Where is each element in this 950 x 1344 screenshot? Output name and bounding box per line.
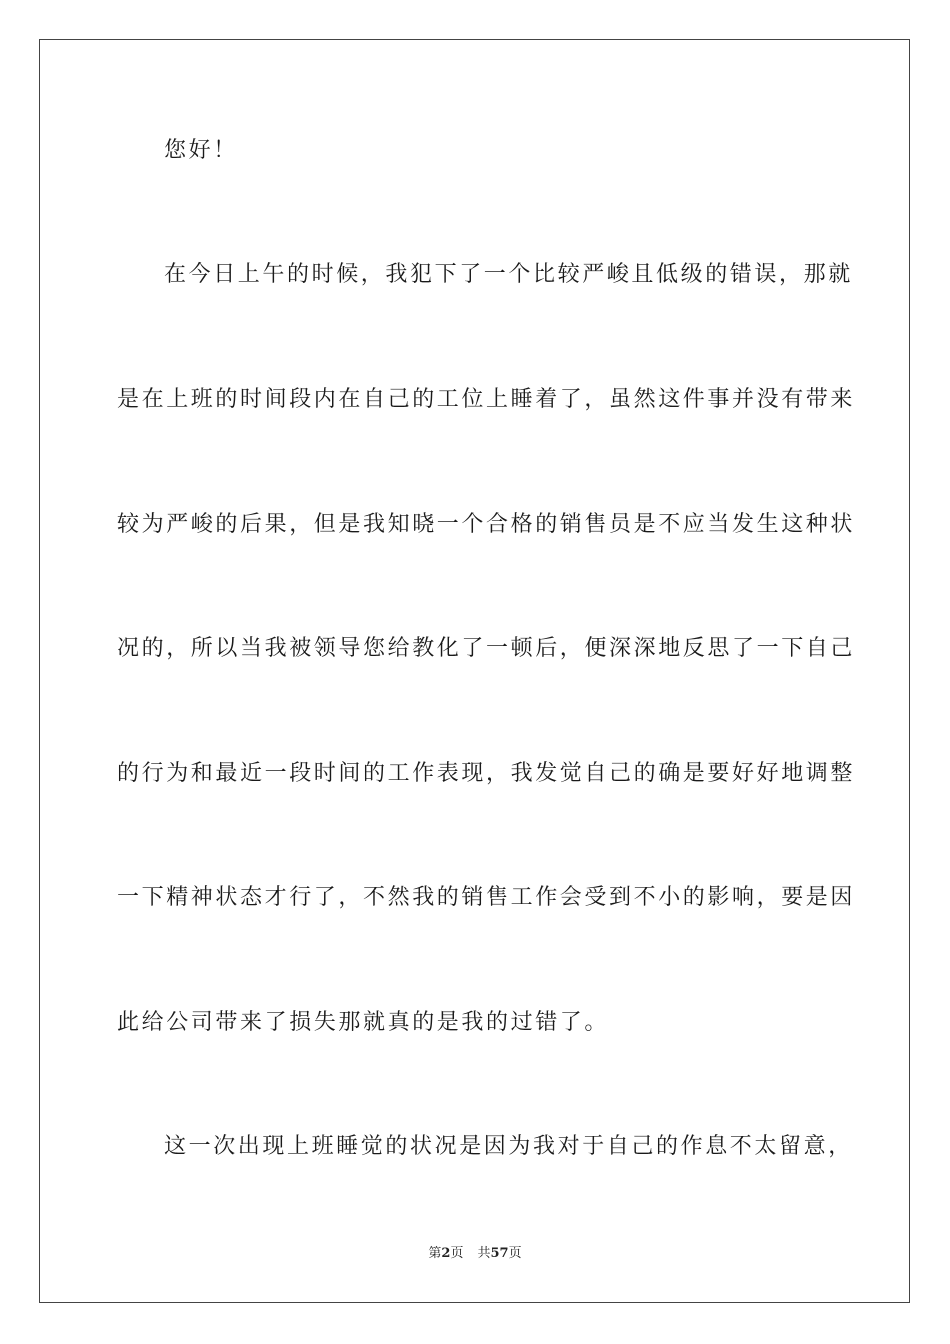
paragraph-1-line-3: 较为严峻的后果，但是我知晓一个合格的销售员是不应当发生这种状 bbox=[117, 512, 856, 537]
paragraph-1-line-7: 此给公司带来了损失那就真的是我的过错了。 bbox=[117, 1010, 610, 1035]
total-pages: 57 bbox=[490, 1246, 509, 1261]
greeting: 您好！ bbox=[164, 138, 238, 163]
page-footer bbox=[0, 1245, 950, 1263]
total-prefix: 共 bbox=[477, 1246, 491, 1261]
page-prefix: 第 bbox=[428, 1246, 442, 1261]
paragraph-1-line-4: 况的，所以当我被领导您给教化了一顿后，便深深地反思了一下自己 bbox=[117, 636, 856, 661]
paragraph-1-line-2: 是在上班的时间段内在自己的工位上睡着了，虽然这件事并没有带来 bbox=[117, 387, 856, 412]
paragraph-2-line-1: 这一次出现上班睡觉的状况是因为我对于自己的作息不太留意， bbox=[164, 1134, 853, 1159]
page-suffix: 页 bbox=[450, 1246, 464, 1261]
paragraph-1-line-5: 的行为和最近一段时间的工作表现，我发觉自己的确是要好好地调整 bbox=[117, 761, 856, 786]
page-number: 2 bbox=[441, 1246, 451, 1261]
paragraph-1-line-6: 一下精神状态才行了，不然我的销售工作会受到不小的影响，要是因 bbox=[117, 885, 856, 910]
paragraph-1-line-1: 在今日上午的时候，我犯下了一个比较严峻且低级的错误，那就 bbox=[164, 262, 853, 287]
page-border bbox=[39, 39, 910, 1303]
total-suffix: 页 bbox=[508, 1246, 522, 1261]
